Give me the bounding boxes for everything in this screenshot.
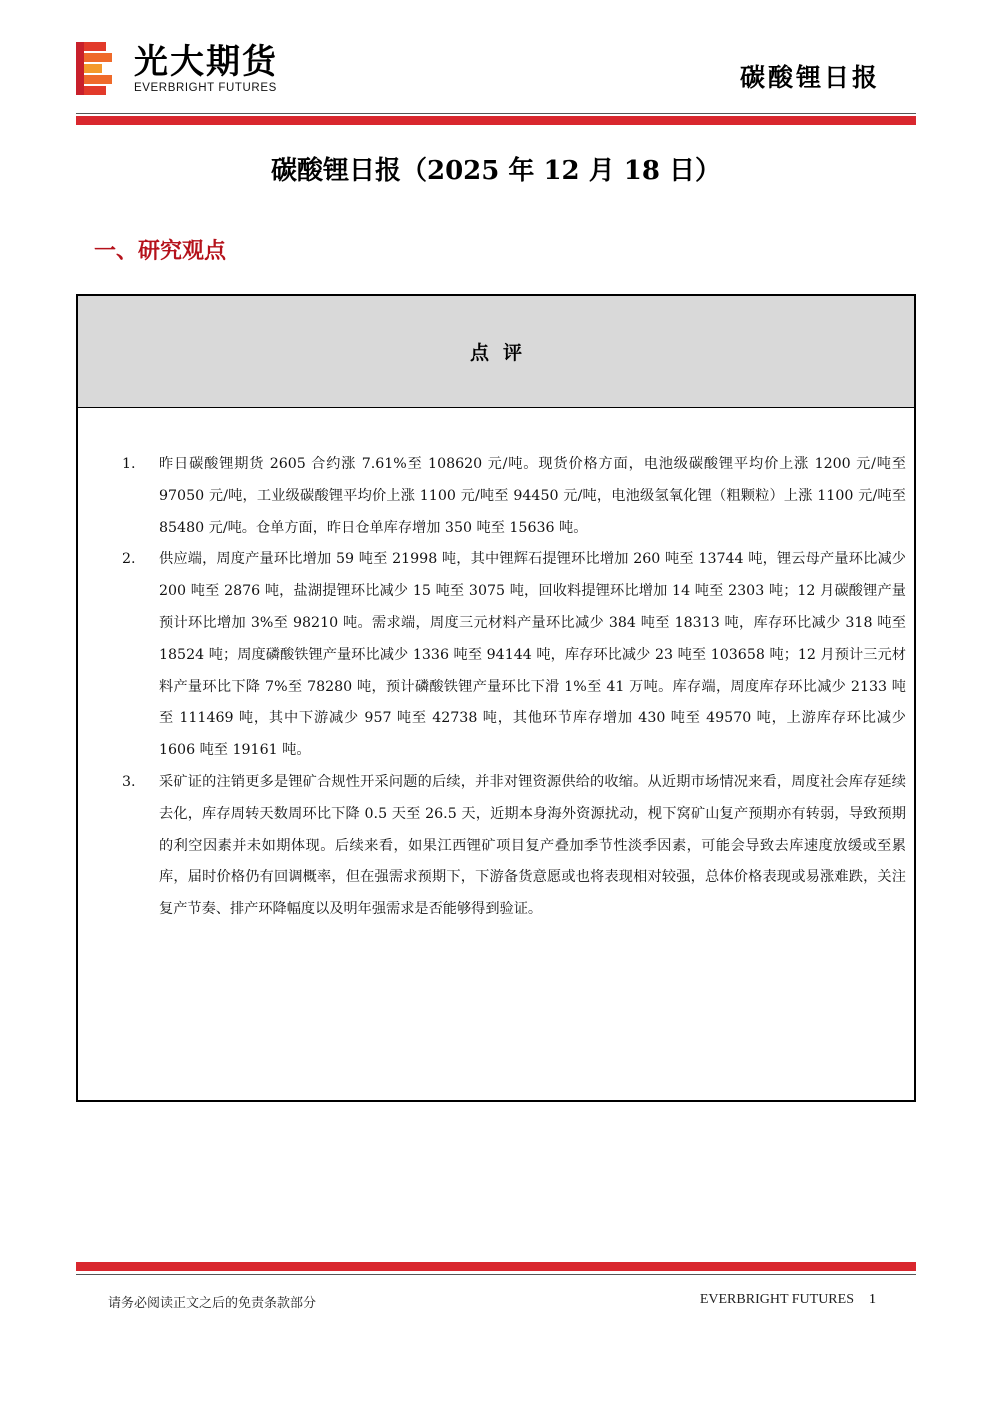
list-item-text: 供应端，周度产量环比增加 59 吨至 21998 吨，其中锂辉石提锂环比增加 260 吨至 13744 吨，锂云母产量环比减少 200 吨至 2876 吨，盐湖提锂环比减少 15 吨至 3075 吨，回收料提锂环比增加 14 吨至 2303 吨；12 月碳酸锂产量预计环比增加 3%至 98210 吨。需求端，周度三元材料产量环比减少 384 吨至 18313 吨，库存环比减少 318 吨至 18524 吨；周度磷酸铁锂产量环比减少 1336 吨至 94144 吨，库存环比减少 23 吨至 103658 吨；12 月预计三元材料产量环比下降 7%至 78280 吨，预计磷酸铁锂产量环比下滑 1%至 41 万吨。库存端，周度库存环比减少 2133 吨至 111469 吨，其中下游减少 957 吨至 42738 吨，其他环节库存增加 430 吨至 49570 吨，上游库存环比减少 1606 吨至 19161 吨。 xyxy=(159,551,906,759)
document-title: 碳酸锂日报（2025 年 12 月 18 日） xyxy=(271,156,721,186)
page-number: 1 xyxy=(869,1292,876,1307)
everbright-logo-icon xyxy=(76,42,120,98)
report-type-label: 碳酸锂日报 xyxy=(739,63,880,92)
section-heading: 一、研究观点 xyxy=(94,239,227,264)
list-item xyxy=(78,544,914,767)
footer-disclaimer: 请务必阅读正文之后的免责条款部分 xyxy=(108,1296,317,1311)
comment-box xyxy=(76,294,916,1102)
list-item-number: 2. xyxy=(122,551,136,568)
header-divider-thin xyxy=(76,113,916,114)
list-item-number: 3. xyxy=(122,773,136,790)
header-divider-red xyxy=(76,116,916,125)
logo-chinese-name: 光大期货 xyxy=(134,42,278,82)
list-item xyxy=(78,449,914,544)
list-item-number: 1. xyxy=(122,456,136,472)
footer-divider-thin xyxy=(76,1274,916,1275)
comment-box-header: 点评 xyxy=(78,296,914,408)
list-item-text: 采矿证的注销更多是锂矿合规性开采问题的后续，并非对锂资源供给的收缩。从近期市场情况来看，周度社会库存延续去化，库存周转天数周环比下降 0.5 天至 26.5 天，近期本身海外资源扰动，枧下窝矿山复产预期亦有转弱，导致预期的利空因素并未如期体现。后续来看，如果江西锂矿项目复产叠加季节性淡季因素，可能会导致去库速度放缓或至累库，届时价格仍有回调概率，但在强需求预期下，下游备货意愿或也将表现相对较强，总体价格表现或易涨难跌，关注复产节奏、排产环降幅度以及明年强需求是否能够得到验证。 xyxy=(159,773,906,918)
list-item-text: 昨日碳酸锂期货 2605 合约涨 7.61%至 108620 元/吨。现货价格方面，电池级碳酸锂平均价上涨 1200 元/吨至 97050 元/吨，工业级碳酸锂平均价上涨 1100 元/吨至 94450 元/吨，电池级氢氧化锂（粗颗粒）上涨 1100 元/吨至 85480 元/吨。仓单方面，昨日仓单库存增加 350 吨至 15636 吨。 xyxy=(159,456,906,536)
comment-list xyxy=(78,408,914,926)
footer-company-name: EVERBRIGHT FUTURES xyxy=(699,1292,854,1307)
footer-divider-red xyxy=(76,1262,916,1271)
company-logo xyxy=(76,40,336,102)
logo-english-name: EVERBRIGHT FUTURES xyxy=(134,82,277,94)
list-item xyxy=(78,767,914,926)
